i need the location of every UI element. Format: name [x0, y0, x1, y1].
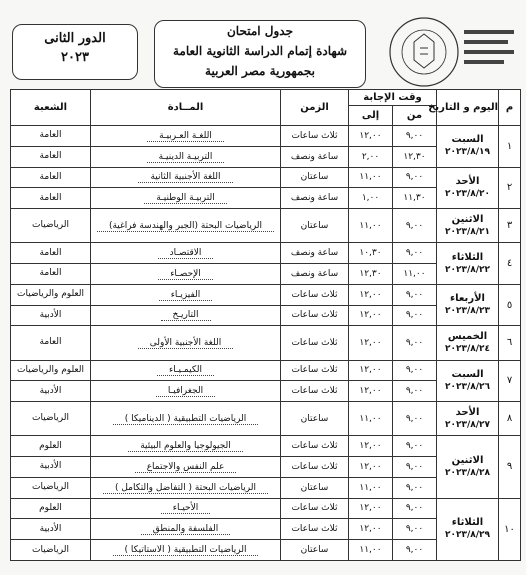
- time-to: ١٢,٠٠: [349, 126, 393, 147]
- duration: ثلاث ساعات: [281, 436, 349, 457]
- subject-cell: [91, 126, 281, 147]
- subject-name: الاقتصـاد: [158, 248, 214, 259]
- time-from: ٩,٠٠: [393, 381, 437, 402]
- day-number: ٥: [499, 284, 521, 326]
- time-to: ١٢,٠٠: [349, 326, 393, 360]
- duration: ثلاث ساعات: [281, 381, 349, 402]
- day-name: السبت: [451, 134, 484, 146]
- subject-cell: [91, 436, 281, 457]
- duration: ثلاث ساعات: [281, 519, 349, 540]
- day-date-cell: [437, 498, 499, 560]
- subject-name: الفيزيـاء: [159, 290, 213, 301]
- time-to: ١٢,٠٠: [349, 457, 393, 478]
- subject-name: التربيـة الوطنيـة: [144, 193, 226, 204]
- day-name: الثلاثاء: [451, 251, 484, 263]
- exam-date: ٢٠٢٣/٨/٢٢: [444, 264, 491, 275]
- branch: العلوم: [11, 436, 91, 457]
- branch: العامة: [11, 243, 91, 264]
- day-name: الاثنين: [451, 454, 484, 466]
- day-number: ٨: [499, 402, 521, 436]
- header: [0, 6, 526, 88]
- time-to: ١٢,٠٠: [349, 305, 393, 326]
- table-row: [11, 436, 521, 457]
- time-from: ١١,٠٠: [393, 264, 437, 285]
- col-branch: الشعبة: [11, 90, 91, 126]
- duration: ساعتان: [281, 477, 349, 498]
- col-time: وقت الإجابة: [349, 90, 437, 106]
- duration: ثلاث ساعات: [281, 457, 349, 478]
- time-from: ٩,٠٠: [393, 305, 437, 326]
- branch: العامة: [11, 326, 91, 360]
- time-from: ٩,٠٠: [393, 284, 437, 305]
- duration: ساعة ونصف: [281, 146, 349, 167]
- subject-name: الرياضيات البحتة ( التفاضل والتكامل ): [103, 483, 268, 494]
- subject-cell: [91, 402, 281, 436]
- time-from: ٩,٠٠: [393, 209, 437, 243]
- subject-cell: [91, 540, 281, 561]
- time-from: ١٢,٣٠: [393, 146, 437, 167]
- subject-name: الرياضيات التطبيقية ( الديناميكا ): [113, 414, 259, 425]
- col-num: م: [499, 90, 521, 126]
- time-to: ١٢,٠٠: [349, 498, 393, 519]
- subject-name: علم النفس والاجتماع: [135, 462, 237, 473]
- schedule-table: [10, 89, 521, 561]
- subject-cell: [91, 457, 281, 478]
- branch: العامة: [11, 264, 91, 285]
- title-line-1: جدول امتحان: [226, 24, 293, 38]
- subject-name: الإحصـاء: [158, 269, 213, 280]
- time-to: ١١,٠٠: [349, 167, 393, 188]
- time-from: ٩,٠٠: [393, 326, 437, 360]
- round-label: الدور الثانى: [44, 31, 106, 46]
- title-line-2: شهادة إتمام الدراسة الثانوية العامة: [172, 44, 348, 58]
- subject-cell: [91, 188, 281, 209]
- subject-cell: [91, 284, 281, 305]
- duration: ثلاث ساعات: [281, 326, 349, 360]
- exam-date: ٢٠٢٣/٨/٢٤: [444, 343, 491, 354]
- subject-name: التربيـة الدينيـة: [147, 152, 225, 163]
- year-label: ٢٠٢٣: [61, 50, 89, 65]
- branch: الأدبية: [11, 381, 91, 402]
- branch: الأدبية: [11, 305, 91, 326]
- duration: ساعة ونصف: [281, 264, 349, 285]
- duration: ساعتان: [281, 167, 349, 188]
- col-from: من: [393, 106, 437, 126]
- subject-name: الأحيـاء: [161, 503, 211, 514]
- subject-cell: [91, 167, 281, 188]
- branch: العامة: [11, 126, 91, 147]
- time-from: ٩,٠٠: [393, 519, 437, 540]
- round-box: [12, 24, 138, 80]
- subject-cell: [91, 209, 281, 243]
- duration: ثلاث ساعات: [281, 360, 349, 381]
- day-date-cell: [437, 402, 499, 436]
- duration: ثلاث ساعات: [281, 284, 349, 305]
- day-name: الاثنين: [451, 213, 484, 225]
- duration: ساعة ونصف: [281, 188, 349, 209]
- time-from: ٩,٠٠: [393, 126, 437, 147]
- table-row: [11, 209, 521, 243]
- time-to: ١٢,٠٠: [349, 519, 393, 540]
- branch: الرياضيات: [11, 402, 91, 436]
- exam-date: ٢٠٢٣/٨/٢٩: [444, 530, 491, 541]
- col-subject: المــادة: [91, 90, 281, 126]
- time-from: ٩,٠٠: [393, 167, 437, 188]
- day-date-cell: [437, 209, 499, 243]
- day-number: ٩: [499, 436, 521, 498]
- exam-date: ٢٠٢٣/٨/٢٨: [444, 467, 491, 478]
- subject-cell: [91, 264, 281, 285]
- duration: ثلاث ساعات: [281, 498, 349, 519]
- branch: الرياضيات: [11, 477, 91, 498]
- subject-name: التاريـخ: [161, 310, 211, 321]
- day-name: الأحد: [455, 406, 480, 418]
- branch: العلوم والرياضيات: [11, 360, 91, 381]
- subject-name: الرياضيات البحتة (الجبر والهندسة فراغية): [97, 221, 274, 232]
- day-date-cell: [437, 126, 499, 168]
- duration: ساعة ونصف: [281, 243, 349, 264]
- day-name: الثلاثاء: [451, 517, 484, 529]
- time-to: ١٢,٠٠: [349, 436, 393, 457]
- day-date-cell: [437, 284, 499, 326]
- subject-cell: [91, 519, 281, 540]
- time-from: ٩,٠٠: [393, 436, 437, 457]
- subject-name: اللغـة العـربيـة: [147, 131, 224, 142]
- duration: ساعتان: [281, 540, 349, 561]
- subject-name: الكيمـيـاء: [157, 365, 214, 376]
- time-from: ٩,٠٠: [393, 540, 437, 561]
- day-name: الأحد: [455, 175, 480, 187]
- day-name: السبت: [451, 368, 484, 380]
- day-number: ٧: [499, 360, 521, 402]
- duration: ثلاث ساعات: [281, 305, 349, 326]
- exam-date: ٢٠٢٣/٨/٢٠: [444, 188, 491, 199]
- exam-date: ٢٠٢٣/٨/٢٣: [444, 306, 491, 317]
- subject-name: اللغة الأجنبية الثانية: [138, 172, 232, 183]
- table-row: [11, 326, 521, 360]
- time-to: ١٢,٣٠: [349, 264, 393, 285]
- ministry-logo: [384, 12, 520, 88]
- table-row: [11, 498, 521, 519]
- table-row: [11, 167, 521, 188]
- branch: العلوم والرياضيات: [11, 284, 91, 305]
- time-to: ١,٠٠: [349, 188, 393, 209]
- table-row: [11, 402, 521, 436]
- duration: ساعتان: [281, 402, 349, 436]
- table-row: [11, 243, 521, 264]
- time-from: ٩,٠٠: [393, 402, 437, 436]
- day-number: ٤: [499, 243, 521, 285]
- time-from: ٩,٠٠: [393, 457, 437, 478]
- subject-cell: [91, 146, 281, 167]
- day-name: الأربعاء: [450, 293, 485, 305]
- day-name: الخميس: [447, 330, 488, 342]
- day-date-cell: [437, 436, 499, 498]
- time-from: ٩,٠٠: [393, 477, 437, 498]
- time-to: ١١,٠٠: [349, 477, 393, 498]
- time-from: ٩,٠٠: [393, 498, 437, 519]
- day-number: ٦: [499, 326, 521, 360]
- subject-cell: [91, 360, 281, 381]
- day-number: ١: [499, 126, 521, 168]
- branch: الأدبية: [11, 519, 91, 540]
- time-to: ١١,٠٠: [349, 402, 393, 436]
- time-to: ١٢,٠٠: [349, 381, 393, 402]
- col-day-date: اليوم و التاريخ: [437, 90, 499, 126]
- subject-cell: [91, 326, 281, 360]
- time-to: ١١,٠٠: [349, 209, 393, 243]
- day-number: ١٠: [499, 498, 521, 560]
- exam-date: ٢٠٢٣/٨/٢١: [444, 226, 491, 237]
- subject-cell: [91, 381, 281, 402]
- col-duration: الزمن: [281, 90, 349, 126]
- subject-name: الجغرافيـا: [156, 386, 215, 397]
- branch: الرياضيات: [11, 540, 91, 561]
- subject-name: الجيولوجيا والعلوم البيئية: [128, 441, 243, 452]
- subject-cell: [91, 498, 281, 519]
- duration: ساعتان: [281, 209, 349, 243]
- time-to: ١٢,٠٠: [349, 360, 393, 381]
- branch: الرياضيات: [11, 209, 91, 243]
- exam-date: ٢٠٢٣/٨/٢٧: [444, 419, 491, 430]
- col-to: إلى: [349, 106, 393, 126]
- subject-name: الرياضيات التطبيقية ( الاستاتيكا ): [113, 545, 259, 556]
- time-to: ١٢,٠٠: [349, 284, 393, 305]
- time-from: ٩,٠٠: [393, 360, 437, 381]
- subject-cell: [91, 477, 281, 498]
- branch: العلوم: [11, 498, 91, 519]
- title-line-3: بجمهورية مصر العربية: [205, 64, 315, 78]
- exam-date: ٢٠٢٣/٨/٢٦: [444, 381, 491, 392]
- duration: ثلاث ساعات: [281, 126, 349, 147]
- day-number: ٣: [499, 209, 521, 243]
- branch: العامة: [11, 146, 91, 167]
- subject-name: اللغة الأجنبية الأولى: [138, 338, 234, 349]
- day-date-cell: [437, 326, 499, 360]
- day-date-cell: [437, 243, 499, 285]
- title-box: [154, 20, 366, 88]
- branch: العامة: [11, 188, 91, 209]
- time-to: ٢,٠٠: [349, 146, 393, 167]
- table-row: [11, 360, 521, 381]
- day-date-cell: [437, 360, 499, 402]
- time-to: ١٠,٣٠: [349, 243, 393, 264]
- subject-cell: [91, 305, 281, 326]
- day-number: ٢: [499, 167, 521, 209]
- table-row: [11, 284, 521, 305]
- branch: الأدبية: [11, 457, 91, 478]
- time-to: ١١,٠٠: [349, 540, 393, 561]
- branch: العامة: [11, 167, 91, 188]
- subject-cell: [91, 243, 281, 264]
- table-row: [11, 126, 521, 147]
- exam-date: ٢٠٢٣/٨/١٩: [444, 147, 491, 158]
- time-from: ١١,٣٠: [393, 188, 437, 209]
- subject-name: الفلسفة والمنطق: [141, 524, 230, 535]
- day-date-cell: [437, 167, 499, 209]
- time-from: ٩,٠٠: [393, 243, 437, 264]
